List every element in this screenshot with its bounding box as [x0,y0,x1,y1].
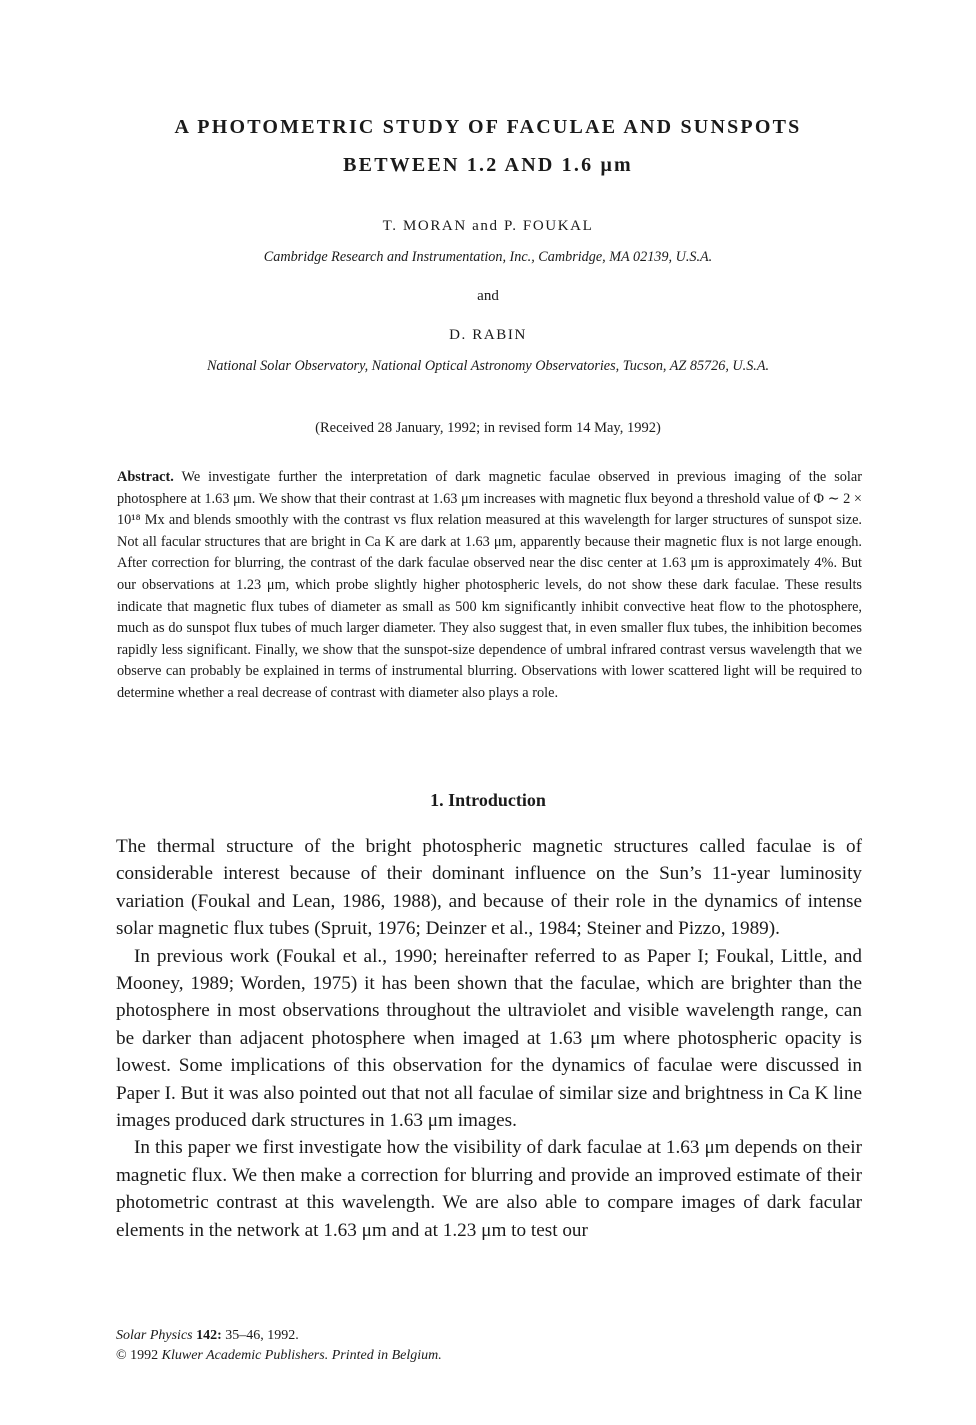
author-group-2: D. RABIN [449,327,527,343]
affiliation-2: National Solar Observatory, National Optical Astronomy Observatories, Tucson, AZ 85726, U.S.A. [206,358,770,374]
author-conjunction: and [477,288,499,304]
journal-volume: 142: [196,1328,222,1343]
paragraph: In previous work (Foukal et al., 1990; hereinafter referred to as Paper I; Foukal, Little, and Mooney, 1989; Worden, 1975) it has been shown that the faculae, which are brighter than the photosphere in most observations throughout the ultraviolet and visible wavelength range, can be darker than adjacent photosphere when imaged at 1.63 μm where photospheric opacity is lowest. Some implications of this observation for the dynamics of faculae were discussed in Paper I. But it was also pointed out that not all faculae of similar size and brightness in Ca K line images produced dark structures in 1.63 μm images. [116,945,862,1132]
received-date: (Received 28 January, 1992; in revised form 14 May, 1992) [315,420,661,436]
publisher: Kluwer Academic Publishers. Printed in Belgium. [161,1348,442,1363]
abstract-text: We investigate further the interpretation of dark magnetic faculae observed in previous imaging of the solar photosphere at 1.63 μm. We show that their contrast at 1.63 μm increases with magnetic flux beyond a threshold value of Φ ∼ 2 × 10¹⁸ Mx and blends smoothly with the contrast vs flux relation measured at this wavelength for larger structures of sunspot size. Not all facular structures that are bright in Ca K are dark at 1.63 μm, apparently because their magnetic flux is not large enough. After correction for blurring, the contrast of the dark faculae observed near the disc center at 1.63 μm is approximately 4%. But our observations at 1.23 μm, which probe slightly higher photospheric levels, do not show these dark faculae. These results indicate that magnetic flux tubes of diameter as small as 500 km significantly inhibit convective heat flow to the photosphere, much as do sunspot flux tubes of much larger diameter. They also suggest that, in even smaller flux tubes, the inhibition becomes rapidly less significant. Finally, we show that the sunspot-size dependence of umbral infrared contrast versus wavelength that we observe can probably be explained in terms of instrumental blurring. Observations with lower scattered light will be required to determine whether a real decrease of contrast with diameter also plays a role. [117,469,862,701]
affiliation-1: Cambridge Research and Instrumentation, Inc., Cambridge, MA 02139, U.S.A. [263,249,713,265]
citation-line [116,1326,442,1346]
author-group-1: T. MORAN and P. FOUKAL [382,218,594,234]
paragraph: In this paper we first investigate how the visibility of dark faculae at 1.63 μm depends on their magnetic flux. We then make a correction for blurring and provide an improved estimate of their photometric contrast at this wavelength. We are also able to compare images of dark facular elements in the network at 1.63 μm and at 1.23 μm to test our [116,1137,862,1241]
title-line-2: BETWEEN 1.2 AND 1.6 μm [343,154,633,176]
section-body [116,833,862,1244]
copyright-year: 1992 [130,1348,159,1363]
abstract-label: Abstract. [117,469,174,485]
section-heading: 1. Introduction [430,790,546,810]
title-line-1: A PHOTOMETRIC STUDY OF FACULAE AND SUNSPOTS [174,116,802,138]
copyright-line [116,1346,442,1366]
journal-pages: 35–46, 1992. [225,1328,299,1343]
page-footer [116,1326,442,1366]
copyright-symbol: © [116,1348,127,1363]
abstract [117,467,862,705]
paragraph: The thermal structure of the bright photospheric magnetic structures called faculae is of considerable interest because of their dominant influence on the Sun’s 11-year luminosity variation (Foukal and Lean, 1986, 1988), and because of their role in the dynamics of intense solar magnetic flux tubes (Spruit, 1976; Deinzer et al., 1984; Steiner and Pizzo, 1989). [116,836,862,940]
paper-title [0,108,976,184]
journal-name: Solar Physics [116,1328,193,1343]
